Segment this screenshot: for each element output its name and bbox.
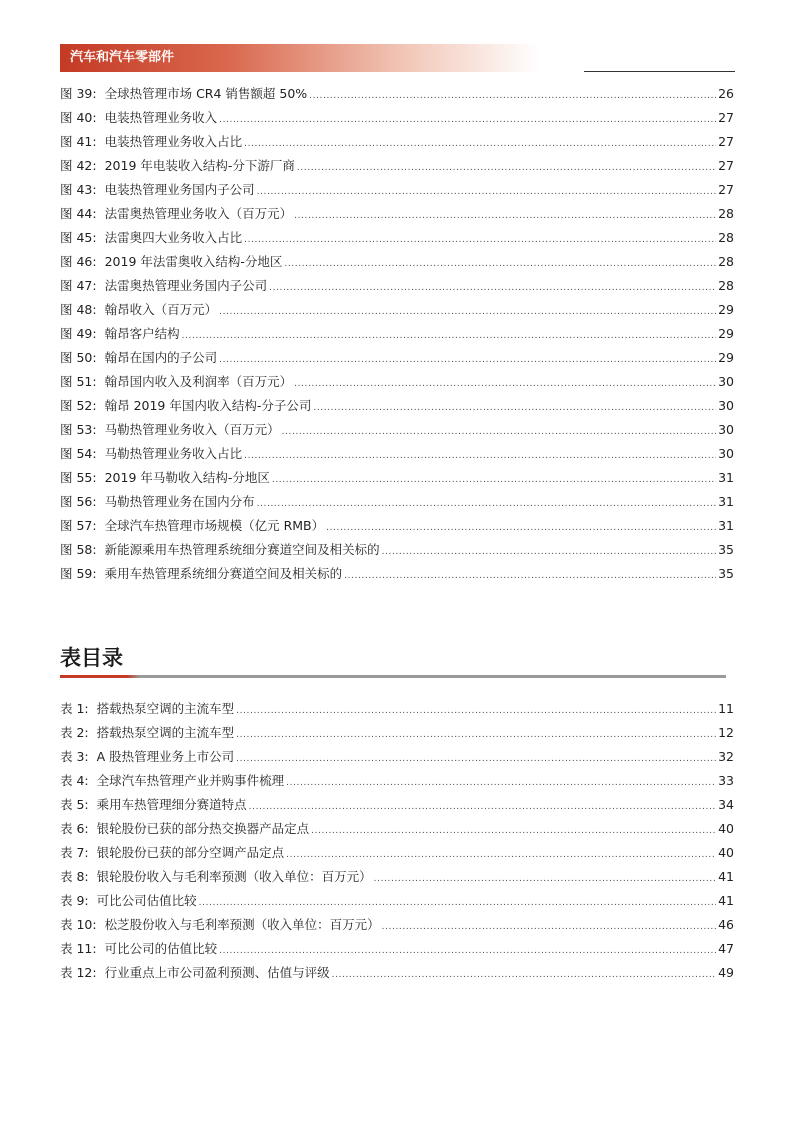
toc-entry-page: 27 — [718, 134, 734, 149]
toc-entry[interactable] — [60, 817, 734, 841]
toc-dot-leader — [284, 252, 716, 276]
toc-dot-leader — [236, 699, 716, 723]
toc-dot-leader — [374, 867, 716, 891]
toc-entry[interactable] — [60, 274, 734, 298]
toc-entry[interactable] — [60, 130, 734, 154]
toc-entry-title: 法雷奥热管理业务收入（百万元） — [104, 206, 293, 221]
toc-entry-title: 银轮股份收入与毛利率预测（收入单位：百万元） — [96, 869, 372, 884]
toc-entry-page: 40 — [718, 821, 734, 836]
toc-dot-leader — [332, 963, 716, 987]
toc-entry[interactable] — [60, 937, 734, 961]
toc-dot-leader — [286, 771, 716, 795]
toc-entry-title: 新能源乘用车热管理系统细分赛道空间及相关标的 — [104, 542, 380, 557]
toc-entry-title: 可比公司的估值比较 — [104, 941, 218, 956]
toc-dot-leader — [297, 156, 716, 180]
toc-dot-leader — [236, 747, 716, 771]
toc-entry[interactable] — [60, 697, 734, 721]
toc-entry[interactable] — [60, 841, 734, 865]
toc-entry[interactable] — [60, 346, 734, 370]
toc-entry[interactable] — [60, 538, 734, 562]
toc-entry-title: 电装热管理业务收入 — [104, 110, 218, 125]
toc-dot-leader — [294, 372, 716, 396]
toc-entry[interactable] — [60, 769, 734, 793]
table-toc-list — [60, 697, 734, 985]
toc-entry-page: 28 — [718, 230, 734, 245]
toc-entry-title: 法雷奥四大业务收入占比 — [104, 230, 243, 245]
toc-entry-page: 27 — [718, 158, 734, 173]
toc-dot-leader — [313, 396, 716, 420]
toc-dot-leader — [249, 795, 716, 819]
toc-entry-label: 图 49: — [60, 326, 97, 341]
toc-entry-title: 电装热管理业务国内子公司 — [104, 182, 255, 197]
header-rule — [584, 71, 735, 72]
toc-entry-title: 2019 年马勒收入结构-分地区 — [104, 470, 270, 485]
toc-entry-label: 图 51: — [60, 374, 97, 389]
toc-entry[interactable] — [60, 178, 734, 202]
toc-entry[interactable] — [60, 514, 734, 538]
toc-entry[interactable] — [60, 721, 734, 745]
toc-entry[interactable] — [60, 442, 734, 466]
toc-dot-leader — [182, 324, 716, 348]
toc-entry-title: A 股热管理业务上市公司 — [96, 749, 235, 764]
toc-entry-title: 马勒热管理业务收入占比 — [104, 446, 243, 461]
toc-entry[interactable] — [60, 250, 734, 274]
toc-entry-title: 翰昂客户结构 — [104, 326, 180, 341]
toc-entry-label: 表 8: — [60, 869, 89, 884]
toc-entry-page: 30 — [718, 374, 734, 389]
toc-entry-page: 30 — [718, 446, 734, 461]
toc-entry[interactable] — [60, 793, 734, 817]
toc-entry-page: 26 — [718, 86, 734, 101]
toc-dot-leader — [244, 444, 716, 468]
toc-entry-label: 表 4: — [60, 773, 89, 788]
toc-entry-title: 搭载热泵空调的主流车型 — [96, 701, 235, 716]
toc-entry-page: 34 — [718, 797, 734, 812]
toc-entry-label: 图 48: — [60, 302, 97, 317]
toc-entry-title: 翰昂收入（百万元） — [104, 302, 218, 317]
toc-entry[interactable] — [60, 466, 734, 490]
figure-toc-list — [60, 82, 734, 586]
toc-dot-leader — [199, 891, 716, 915]
toc-entry[interactable] — [60, 154, 734, 178]
toc-entry-label: 表 7: — [60, 845, 89, 860]
toc-dot-leader — [344, 564, 716, 588]
toc-dot-leader — [257, 492, 716, 516]
toc-entry-label: 表 3: — [60, 749, 89, 764]
toc-entry-label: 表 10: — [60, 917, 97, 932]
toc-entry[interactable] — [60, 202, 734, 226]
toc-dot-leader — [269, 276, 716, 300]
toc-entry-label: 表 1: — [60, 701, 89, 716]
toc-entry-label: 图 42: — [60, 158, 97, 173]
toc-entry-title: 银轮股份已获的部分热交换器产品定点 — [96, 821, 310, 836]
toc-entry-title: 可比公司估值比较 — [96, 893, 197, 908]
toc-dot-leader — [309, 84, 716, 108]
toc-entry-title: 乘用车热管理细分赛道特点 — [96, 797, 247, 812]
toc-entry[interactable] — [60, 82, 734, 106]
toc-entry-label: 图 55: — [60, 470, 97, 485]
toc-entry-page: 31 — [718, 518, 734, 533]
header-title: 汽车和汽车零部件 — [70, 50, 175, 65]
toc-entry[interactable] — [60, 745, 734, 769]
toc-entry-page: 41 — [718, 893, 734, 908]
toc-entry-label: 表 2: — [60, 725, 89, 740]
toc-entry-page: 31 — [718, 494, 734, 509]
toc-dot-leader — [244, 228, 716, 252]
toc-entry-label: 图 58: — [60, 542, 97, 557]
toc-entry-page: 32 — [718, 749, 734, 764]
toc-dot-leader — [219, 348, 716, 372]
toc-entry[interactable] — [60, 865, 734, 889]
section-heading-tables: 表目录 — [60, 646, 123, 670]
toc-entry-label: 图 41: — [60, 134, 97, 149]
toc-entry-label: 表 9: — [60, 893, 89, 908]
toc-entry-label: 图 53: — [60, 422, 97, 437]
toc-entry-label: 表 12: — [60, 965, 97, 980]
toc-dot-leader — [311, 819, 716, 843]
toc-entry-label: 表 5: — [60, 797, 89, 812]
toc-entry[interactable] — [60, 562, 734, 586]
toc-entry-page: 31 — [718, 470, 734, 485]
toc-entry-page: 28 — [718, 254, 734, 269]
toc-dot-leader — [244, 132, 716, 156]
toc-entry-title: 翰昂国内收入及利润率（百万元） — [104, 374, 293, 389]
toc-entry-label: 表 11: — [60, 941, 97, 956]
toc-entry-label: 图 46: — [60, 254, 97, 269]
toc-entry-page: 29 — [718, 326, 734, 341]
toc-entry-title: 电装热管理业务收入占比 — [104, 134, 243, 149]
toc-entry[interactable] — [60, 490, 734, 514]
toc-entry-title: 银轮股份已获的部分空调产品定点 — [96, 845, 285, 860]
toc-entry[interactable] — [60, 298, 734, 322]
toc-entry-label: 图 45: — [60, 230, 97, 245]
toc-dot-leader — [272, 468, 716, 492]
toc-entry-title: 2019 年电装收入结构-分下游厂商 — [104, 158, 295, 173]
toc-entry-label: 图 54: — [60, 446, 97, 461]
toc-entry[interactable] — [60, 370, 734, 394]
toc-entry-page: 33 — [718, 773, 734, 788]
toc-entry-page: 27 — [718, 182, 734, 197]
toc-entry-title: 翰昂 2019 年国内收入结构-分子公司 — [104, 398, 312, 413]
toc-entry[interactable] — [60, 961, 734, 985]
toc-dot-leader — [326, 516, 716, 540]
toc-entry[interactable] — [60, 418, 734, 442]
toc-dot-leader — [236, 723, 716, 747]
toc-entry-label: 表 6: — [60, 821, 89, 836]
toc-entry-title: 全球热管理市场 CR4 销售额超 50% — [104, 86, 308, 101]
toc-entry-page: 40 — [718, 845, 734, 860]
toc-entry-title: 法雷奥热管理业务国内子公司 — [104, 278, 268, 293]
toc-dot-leader — [219, 939, 716, 963]
toc-entry-page: 35 — [718, 566, 734, 581]
toc-entry-page: 46 — [718, 917, 734, 932]
toc-dot-leader — [382, 915, 716, 939]
toc-entry-title: 全球汽车热管理市场规模（亿元 RMB） — [104, 518, 325, 533]
toc-entry[interactable] — [60, 322, 734, 346]
toc-entry-label: 图 57: — [60, 518, 97, 533]
toc-entry[interactable] — [60, 226, 734, 250]
toc-dot-leader — [219, 108, 716, 132]
toc-entry[interactable] — [60, 913, 734, 937]
toc-entry-page: 11 — [718, 701, 734, 716]
toc-entry-page: 41 — [718, 869, 734, 884]
toc-entry-page: 35 — [718, 542, 734, 557]
toc-entry-page: 28 — [718, 206, 734, 221]
toc-entry-label: 图 40: — [60, 110, 97, 125]
toc-dot-leader — [257, 180, 716, 204]
toc-dot-leader — [282, 420, 716, 444]
toc-entry-label: 图 44: — [60, 206, 97, 221]
toc-entry-title: 松芝股份收入与毛利率预测（收入单位：百万元） — [104, 917, 380, 932]
toc-entry-label: 图 39: — [60, 86, 97, 101]
toc-entry-page: 49 — [718, 965, 734, 980]
toc-entry-title: 搭载热泵空调的主流车型 — [96, 725, 235, 740]
toc-entry-label: 图 52: — [60, 398, 97, 413]
toc-entry-title: 马勒热管理业务在国内分布 — [104, 494, 255, 509]
toc-entry-title: 乘用车热管理系统细分赛道空间及相关标的 — [104, 566, 343, 581]
toc-entry[interactable] — [60, 889, 734, 913]
toc-entry-title: 全球汽车热管理产业并购事件梳理 — [96, 773, 285, 788]
toc-entry-title: 翰昂在国内的子公司 — [104, 350, 218, 365]
toc-entry-page: 30 — [718, 422, 734, 437]
toc-entry-page: 28 — [718, 278, 734, 293]
toc-entry-title: 2019 年法雷奥收入结构-分地区 — [104, 254, 283, 269]
toc-entry-page: 12 — [718, 725, 734, 740]
toc-entry-page: 27 — [718, 110, 734, 125]
toc-dot-leader — [219, 300, 716, 324]
toc-entry-label: 图 50: — [60, 350, 97, 365]
toc-entry-page: 29 — [718, 302, 734, 317]
toc-entry-label: 图 56: — [60, 494, 97, 509]
toc-entry-page: 29 — [718, 350, 734, 365]
toc-entry[interactable] — [60, 394, 734, 418]
section-underline — [60, 675, 726, 678]
toc-entry-page: 30 — [718, 398, 734, 413]
toc-dot-leader — [382, 540, 716, 564]
toc-entry-label: 图 43: — [60, 182, 97, 197]
toc-entry-label: 图 47: — [60, 278, 97, 293]
toc-dot-leader — [294, 204, 716, 228]
toc-entry[interactable] — [60, 106, 734, 130]
toc-entry-title: 行业重点上市公司盈利预测、估值与评级 — [104, 965, 330, 980]
toc-entry-page: 47 — [718, 941, 734, 956]
toc-dot-leader — [286, 843, 716, 867]
toc-entry-label: 图 59: — [60, 566, 97, 581]
toc-entry-title: 马勒热管理业务收入（百万元） — [104, 422, 280, 437]
